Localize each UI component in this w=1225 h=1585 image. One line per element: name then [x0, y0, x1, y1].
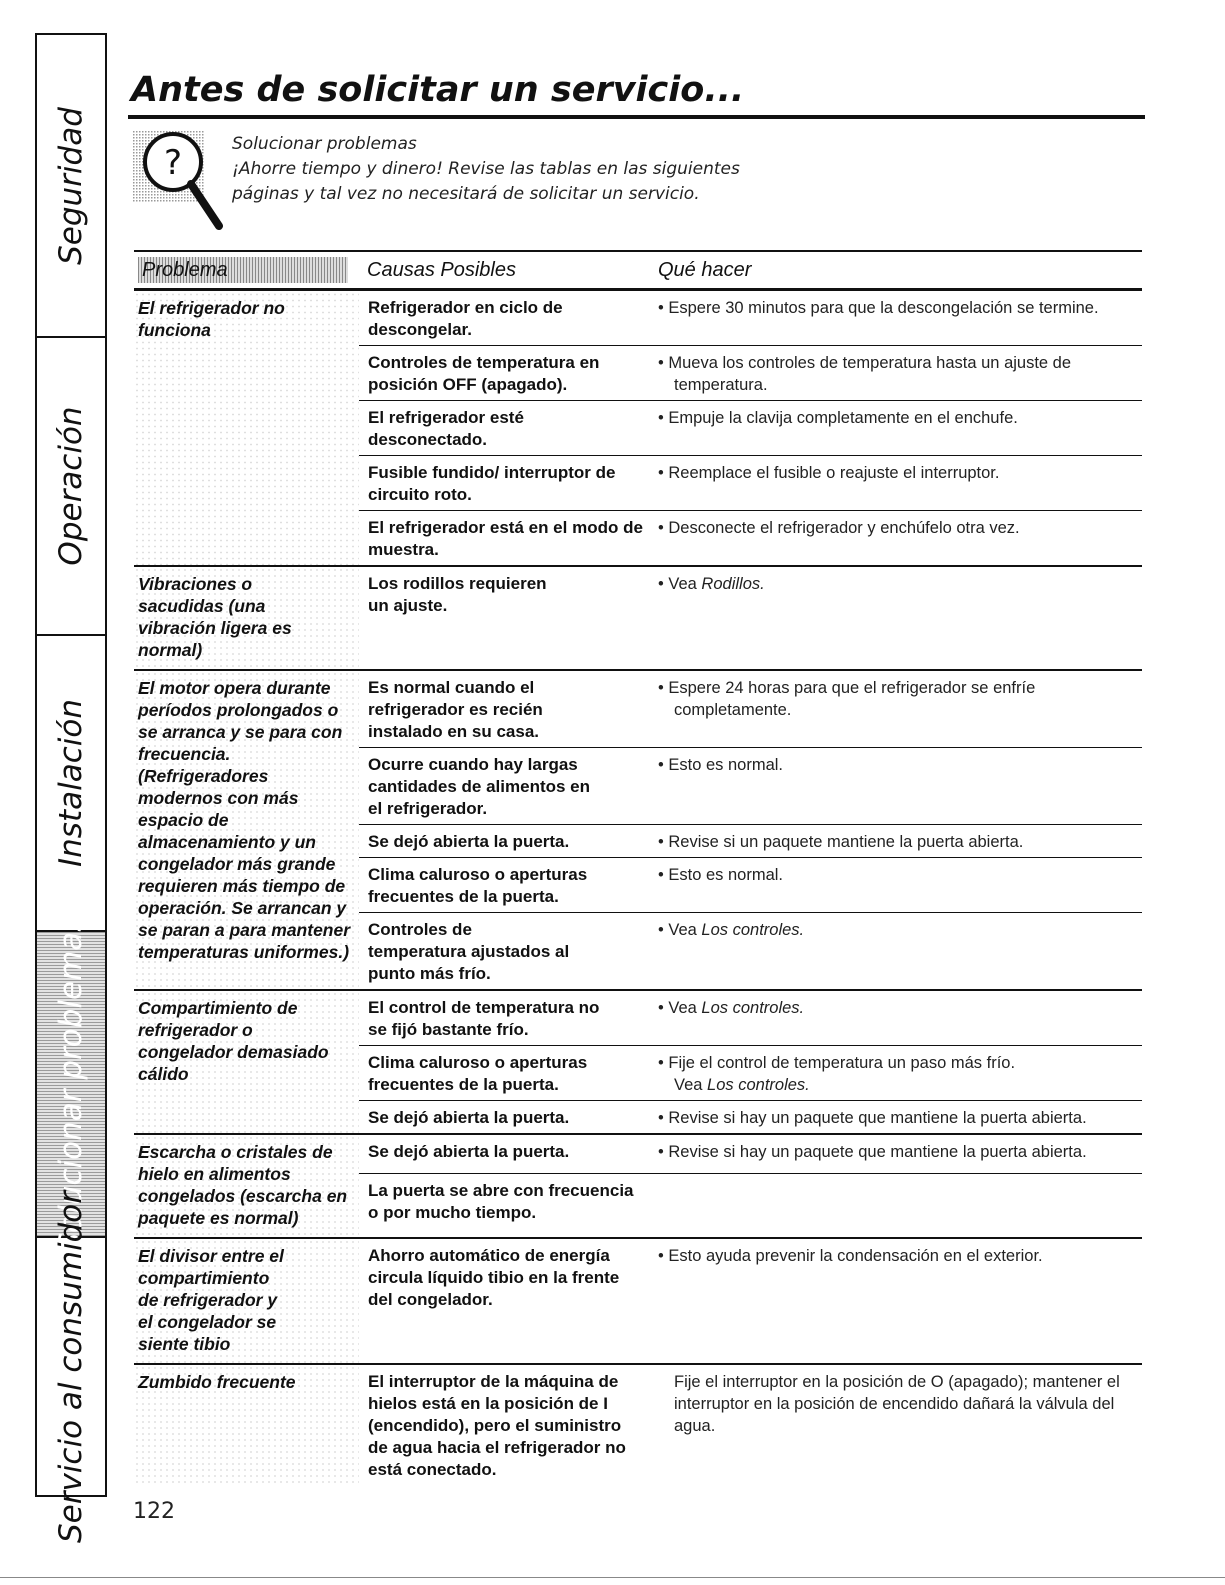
todo-cell: Fije el interruptor en la posición de O (apagado); mantener el interruptor en la posición de encendido dañará la válvula del agua. — [674, 1373, 1120, 1435]
page-number: 122 — [133, 1499, 175, 1524]
problem-cell: Compartimiento de refrigerador o congelador demasiado cálido — [134, 990, 359, 1134]
troubleshooting-table — [134, 250, 1142, 1485]
problem-cell: Escarcha o cristales de hielo en alimentos congelados (escarcha en paquete es normal) — [134, 1134, 359, 1238]
todo-cell: • Esto es normal. — [650, 748, 1142, 825]
header-todo: Qué hacer — [650, 251, 1142, 290]
todo-cell — [650, 1173, 1142, 1238]
cause-cell: Los rodillos requieren un ajuste. — [359, 566, 650, 670]
header-problem: Problema — [134, 251, 359, 290]
troubleshooting-magnifier-icon — [133, 128, 223, 232]
table-row — [134, 990, 1142, 1046]
cause-cell: Es normal cuando el refrigerador es recién instalado en su casa. — [359, 670, 650, 748]
cause-cell: Ocurre cuando hay largas cantidades de alimentos en el refrigerador. — [359, 748, 650, 825]
cause-cell: Controles de temperatura ajustados al punto más frío. — [359, 913, 650, 991]
cause-cell: Ahorro automático de energía circula líquido tibio en la frente del congelador. — [359, 1238, 650, 1364]
todo-cell: • Fije el control de temperatura un paso más frío. Vea Los controles. — [650, 1046, 1142, 1101]
cause-cell: Se dejó abierta la puerta. — [359, 1101, 650, 1135]
todo-cell: • Desconecte el refrigerador y enchúfelo otra vez. — [650, 511, 1142, 567]
svg-text:?: ? — [163, 143, 183, 183]
todo-cell: • Mueva los controles de temperatura hasta un ajuste de temperatura. — [650, 346, 1142, 401]
side-tab-operacion[interactable]: Operación — [37, 338, 105, 636]
todo-cell: • Empuje la clavija completamente en el enchufe. — [650, 401, 1142, 456]
todo-cell: • Esto ayuda prevenir la condensación en el exterior. — [650, 1238, 1142, 1364]
cause-cell: El control de temperatura no se fijó bastante frío. — [359, 990, 650, 1046]
cause-cell: El refrigerador esté desconectado. — [359, 401, 650, 456]
cause-cell: Refrigerador en ciclo de descongelar. — [359, 290, 650, 346]
todo-cell: • Revise si hay un paquete que mantiene la puerta abierta. — [650, 1101, 1142, 1135]
cause-cell: La puerta se abre con frecuencia o por mucho tiempo. — [359, 1173, 650, 1238]
table-row — [134, 1134, 1142, 1173]
todo-cell: • Revise si hay un paquete que mantiene la puerta abierta. — [650, 1134, 1142, 1173]
todo-cell: • Espere 30 minutos para que la descongelación se termine. — [650, 290, 1142, 346]
intro-heading: Solucionar problemas — [232, 134, 417, 154]
table-row — [134, 670, 1142, 748]
todo-cell: • Espere 24 horas para que el refrigerador se enfríe completamente. — [650, 670, 1142, 748]
problem-cell: El divisor entre el compartimiento de refrigerador y el congelador se siente tibio — [134, 1238, 359, 1364]
table-row — [134, 1238, 1142, 1364]
side-tab-strip — [35, 33, 107, 1543]
todo-cell: • Revise si un paquete mantiene la puerta abierta. — [650, 825, 1142, 858]
problem-cell: Vibraciones o sacudidas (una vibración ligera es normal) — [134, 566, 359, 670]
side-tab-solucionar-problemas[interactable]: Solucionar problemas — [37, 932, 105, 1238]
cause-cell: Se dejó abierta la puerta. — [359, 825, 650, 858]
problem-cell: Zumbido frecuente — [134, 1364, 359, 1485]
cause-cell: El interruptor de la máquina de hielos está en la posición de I (encendido), pero el suministro de agua hacia el refrigerador no está conectado. — [368, 1372, 626, 1479]
header-causes: Causas Posibles — [359, 251, 650, 290]
table-row — [134, 566, 1142, 670]
title-rule — [128, 115, 1145, 119]
table-row — [134, 290, 1142, 346]
side-tab-seguridad[interactable]: Seguridad — [37, 35, 105, 338]
cause-cell: Clima caluroso o aperturas frecuentes de la puerta. — [359, 1046, 650, 1101]
todo-cell: • Vea Los controles. — [650, 990, 1142, 1046]
cause-cell: El refrigerador está en el modo de muestra. — [359, 511, 650, 567]
intro-text — [232, 132, 832, 207]
intro-line-2: páginas y tal vez no necesitará de solicitar un servicio. — [232, 184, 700, 204]
intro-line-1: ¡Ahorre tiempo y dinero! Revise las tablas en las siguientes — [232, 159, 740, 179]
table-row — [134, 1364, 1142, 1485]
cause-cell: Fusible fundido/ interruptor de circuito roto. — [359, 456, 650, 511]
problem-cell: El refrigerador no funciona — [134, 290, 359, 567]
side-tab-instalacion[interactable]: Instalación — [37, 636, 105, 932]
cause-cell: Clima caluroso o aperturas frecuentes de la puerta. — [359, 858, 650, 913]
table-header-row — [134, 251, 1142, 290]
todo-cell: • Esto es normal. — [650, 858, 1142, 913]
todo-cell: • Reemplace el fusible o reajuste el interruptor. — [650, 456, 1142, 511]
bottom-rule — [0, 1577, 1225, 1578]
problem-cell: El motor opera durante períodos prolongados o se arranca y se para con frecuencia. (Refrigeradores modernos con más espacio de almacenamiento y un congelador más grande requieren más tiempo de operación. Se arrancan y se paran a para mantener temperaturas uniformes.) — [134, 670, 359, 990]
page-title: Antes de solicitar un servicio... — [131, 70, 745, 110]
cause-cell: Se dejó abierta la puerta. — [359, 1134, 650, 1173]
todo-cell: • Vea Rodillos. — [650, 566, 1142, 670]
side-tab-servicio-al-consumidor[interactable]: Servicio al consumidor — [53, 1190, 89, 1543]
cause-cell: Controles de temperatura en posición OFF (apagado). — [359, 346, 650, 401]
todo-cell: • Vea Los controles. — [650, 913, 1142, 991]
